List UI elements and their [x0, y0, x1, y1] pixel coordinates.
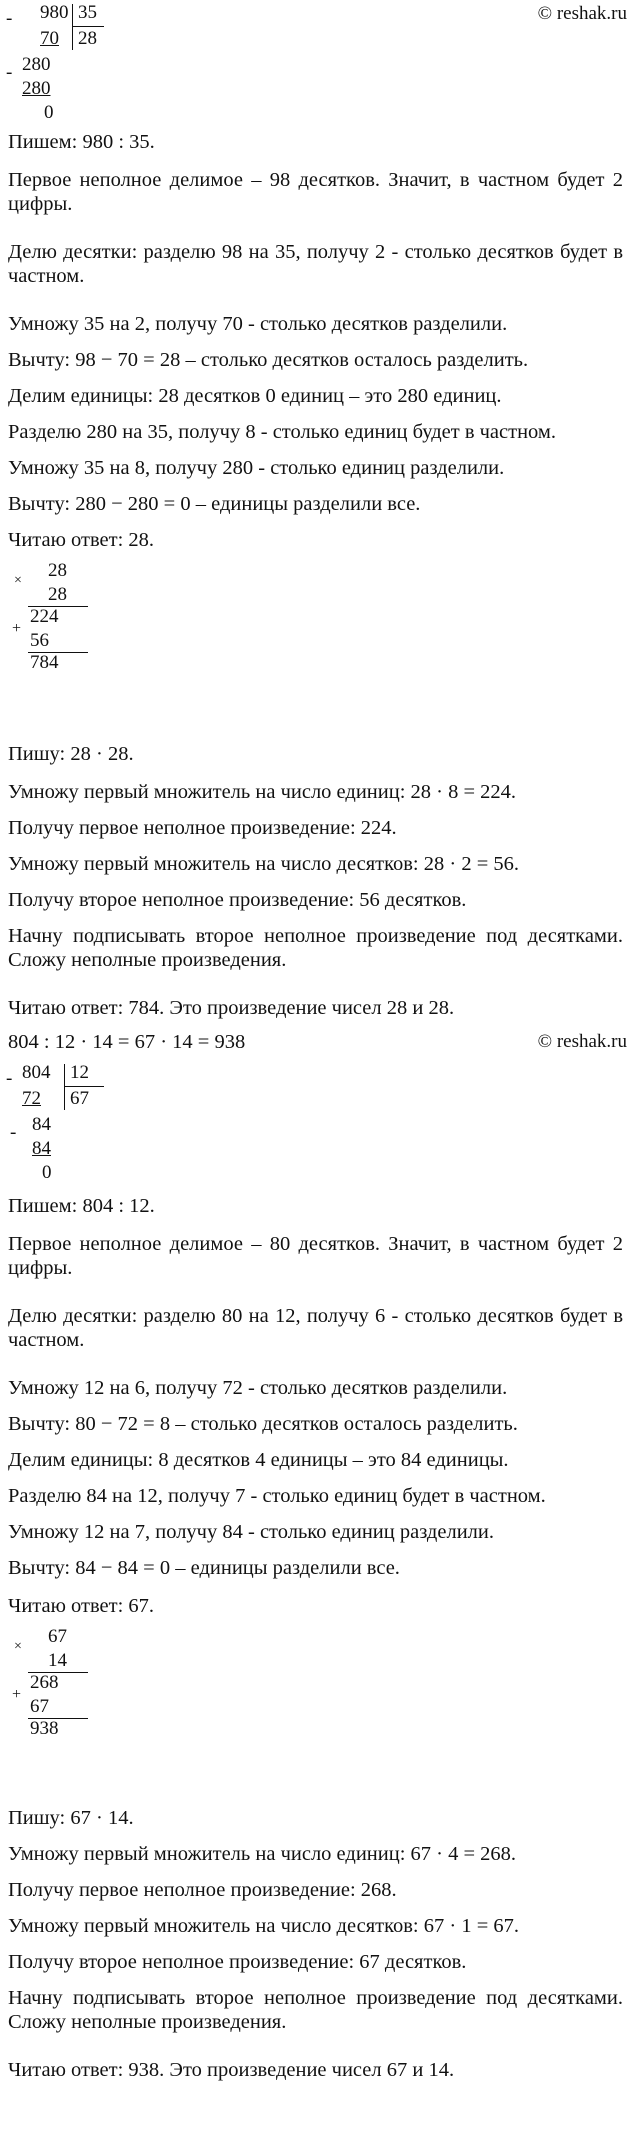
text-line: Делю десятки: разделю 80 на 12, получу 6 - столько десятков будет в частном.	[8, 1305, 623, 1351]
partial-product-2: 67	[30, 1696, 49, 1717]
divisor: 12	[70, 1062, 89, 1083]
final-remainder: 0	[44, 102, 54, 123]
text-line: Читаю ответ: 67.	[8, 1595, 155, 1617]
plus-sign: +	[12, 620, 22, 637]
problem-header: 804 : 12 · 14 = 67 · 14 = 938	[8, 1031, 246, 1053]
product-result	[30, 652, 130, 676]
text-line: Вычту: 80 − 72 = 8 – столько десятков осталось разделить.	[8, 1413, 518, 1435]
factor-a: 67	[48, 1626, 67, 1647]
quotient: 67	[70, 1088, 89, 1109]
text-line: Делю десятки: разделю 98 на 35, получу 2 - столько десятков будет в частном.	[8, 241, 623, 287]
text-line: Получу второе неполное произведение: 67 десятков.	[8, 1951, 467, 1973]
text-line: Читаю ответ: 28.	[8, 529, 155, 551]
text-line: Пишу: 28 · 28.	[8, 743, 134, 765]
product-result	[30, 1718, 130, 1742]
times-sign: ×	[14, 1639, 22, 1654]
partial-product-1: 224	[30, 606, 59, 627]
text-line: Вычту: 84 − 84 = 0 – единицы разделили все.	[8, 1557, 400, 1579]
watermark: © reshak.ru	[537, 1031, 627, 1052]
text-line: Умножу первый множитель на число единиц: 28 · 8 = 224.	[8, 781, 517, 803]
minus-sign: -	[6, 1068, 13, 1089]
factor-b: 14	[48, 1650, 67, 1671]
dividend: 980	[40, 2, 69, 23]
text-line: Умножу 12 на 7, получу 84 - столько единиц разделили.	[8, 1521, 494, 1543]
dividend: 804	[22, 1062, 51, 1083]
subtrahend-2: 84	[32, 1138, 51, 1159]
factor-a: 28	[48, 560, 67, 581]
watermark: © reshak.ru	[537, 3, 627, 24]
long-division-980-35	[4, 2, 144, 132]
text-line: Получу второе неполное произведение: 56 десятков.	[8, 889, 467, 911]
text-line: Делим единицы: 8 десятков 4 единицы – это 84 единицы.	[8, 1449, 509, 1471]
minus-sign: -	[10, 1122, 17, 1143]
text-line: Получу первое неполное произведение: 224.	[8, 817, 397, 839]
product: 784	[30, 652, 59, 673]
long-division-804-12	[4, 1062, 144, 1192]
text-line: Получу первое неполное произведение: 268.	[8, 1879, 397, 1901]
partial-product-2: 56	[30, 630, 49, 651]
text-line: Умножу 35 на 8, получу 280 - столько единиц разделили.	[8, 457, 505, 479]
text-line: Вычту: 98 − 70 = 28 – столько десятков осталось разделить.	[8, 349, 529, 371]
text-line: Умножу первый множитель на число единиц: 67 · 4 = 268.	[8, 1843, 517, 1865]
text-line: Умножу первый множитель на число десятков: 28 · 2 = 56.	[8, 853, 520, 875]
times-sign: ×	[14, 573, 22, 588]
plus-sign: +	[12, 1686, 22, 1703]
factor-b: 28	[48, 584, 67, 605]
text-line: Пишем: 980 : 35.	[8, 131, 155, 153]
column-multiplication-67-14	[8, 1626, 108, 1716]
minus-sign: -	[6, 62, 13, 83]
text-line: Пишем: 804 : 12.	[8, 1195, 155, 1217]
divisor: 35	[78, 2, 97, 23]
text-line: Умножу первый множитель на число десятков: 67 · 1 = 67.	[8, 1915, 520, 1937]
remainder-1: 84	[32, 1114, 51, 1135]
text-line: Разделю 280 на 35, получу 8 - столько единиц будет в частном.	[8, 421, 557, 443]
final-remainder: 0	[42, 1162, 52, 1183]
product: 938	[30, 1718, 59, 1739]
text-line: Вычту: 280 − 280 = 0 – единицы разделили все.	[8, 493, 421, 515]
minus-sign: -	[6, 8, 13, 29]
text-line: Делим единицы: 28 десятков 0 единиц – это 280 единиц.	[8, 385, 502, 407]
text-line: Читаю ответ: 938. Это произведение чисел 67 и 14.	[8, 2059, 455, 2081]
text-line: Умножу 12 на 6, получу 72 - столько десятков разделили.	[8, 1377, 508, 1399]
text-line: Умножу 35 на 2, получу 70 - столько десятков разделили.	[8, 313, 508, 335]
text-line: Начну подписывать второе неполное произведение под десятками. Сложу неполные произведения.	[8, 925, 623, 971]
subtrahend-1: 72	[22, 1088, 41, 1109]
text-line: Первое неполное делимое – 80 десятков. Значит, в частном будет 2 цифры.	[8, 1233, 623, 1279]
text-line: Первое неполное делимое – 98 десятков. Значит, в частном будет 2 цифры.	[8, 169, 623, 215]
text-line: Пишу: 67 · 14.	[8, 1807, 134, 1829]
remainder-1: 280	[22, 54, 51, 75]
quotient: 28	[78, 28, 97, 49]
text-line: Начну подписывать второе неполное произведение под десятками. Сложу неполные произведения.	[8, 1987, 623, 2033]
subtrahend-1: 70	[40, 28, 59, 49]
text-line: Читаю ответ: 784. Это произведение чисел 28 и 28.	[8, 997, 455, 1019]
column-multiplication-28-28	[8, 560, 108, 650]
subtrahend-2: 280	[22, 78, 51, 99]
text-line: Разделю 84 на 12, получу 7 - столько единиц будет в частном.	[8, 1485, 546, 1507]
partial-product-1: 268	[30, 1672, 59, 1693]
